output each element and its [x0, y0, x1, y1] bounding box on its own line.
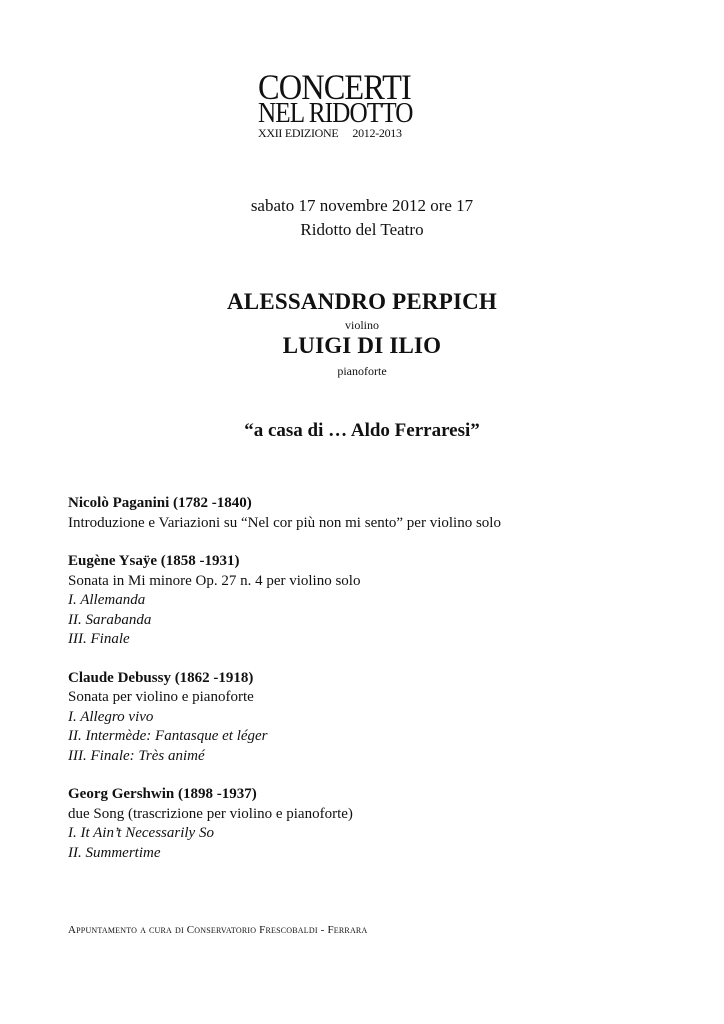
movement: II. Summertime	[68, 844, 161, 861]
composer: Nicolò Paganini (1782 -1840)	[68, 495, 252, 511]
logo-line-2: NEL RIDOTTO	[258, 98, 413, 129]
movement: I. It Ain’t Necessarily So	[68, 825, 214, 841]
work-title: due Song (trascrizione per violino e pianoforte)	[68, 805, 353, 822]
program-list	[68, 494, 688, 882]
event-venue: Ridotto del Teatro	[300, 220, 424, 239]
program-piece	[68, 785, 688, 863]
program-piece	[68, 552, 688, 650]
work-title: Sonata in Mi minore Op. 27 n. 4 per violino solo	[68, 572, 361, 589]
program-piece	[68, 669, 688, 767]
movement: III. Finale	[68, 631, 130, 647]
logo-edition: XXII EDIZIONE	[258, 126, 339, 140]
movement: I. Allegro vivo	[68, 708, 154, 725]
work-title: Sonata per violino e pianoforte	[68, 689, 254, 705]
work-title: Introduzione e Variazioni su “Nel cor più non mi sento” per violino solo	[68, 514, 501, 531]
movement: II. Sarabanda	[68, 611, 152, 628]
performer-instrument-2: pianoforte	[337, 364, 387, 378]
event-date: sabato 17 novembre 2012 ore 17	[250, 196, 474, 215]
composer: Claude Debussy (1862 -1918)	[68, 669, 254, 686]
performer-instrument-1: violino	[344, 318, 379, 332]
movement: III. Finale: Très animé	[68, 747, 205, 764]
logo-line-1: CONCERTI	[258, 67, 411, 107]
concert-subtitle: “a casa di … Aldo Ferraresi”	[244, 420, 480, 441]
performer-name-1: ALESSANDRO PERPICH	[226, 289, 498, 314]
program-piece	[68, 494, 688, 533]
composer: Eugène Ysaÿe (1858 -1931)	[68, 553, 240, 569]
logo-season: 2012-2013	[352, 126, 402, 140]
movement: II. Intermède: Fantasque et léger	[68, 728, 268, 744]
concerti-nel-ridotto-logo	[258, 67, 458, 140]
performer-name-2: LUIGI DI ILIO	[282, 333, 442, 358]
footer-credit: Appuntamento a cura di Conservatorio Frescobaldi - Ferrara	[68, 924, 368, 936]
composer: Georg Gershwin (1898 -1937)	[68, 786, 257, 802]
movement: I. Allemanda	[68, 592, 146, 608]
